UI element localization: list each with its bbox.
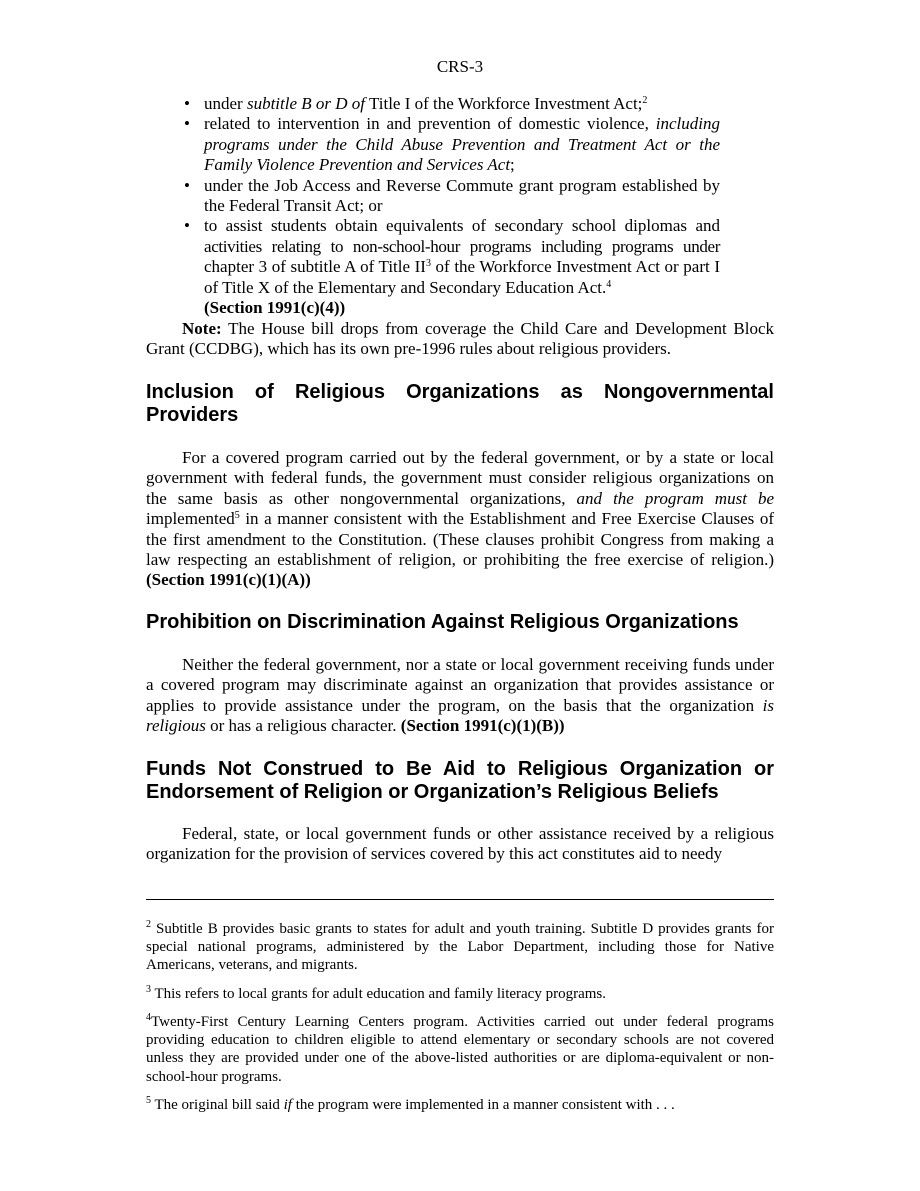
footnote-number: 4 — [146, 1012, 151, 1023]
list-item: • under the Job Access and Reverse Commute grant program established by the Federal Transit Act; or — [184, 175, 720, 216]
footnote-number: 3 — [146, 984, 151, 995]
footnote-ref[interactable]: 2 — [642, 95, 648, 106]
page-number: CRS-3 — [436, 57, 484, 76]
footnote-ref[interactable]: 3 — [425, 258, 431, 270]
section-paragraph: For a covered program carried out by the federal government, or by a state or local government with federal funds, the government must consider religious organizations on the same basis as other nongovernmental organizations, and the program must be implemented$^5$ in a manner consistent with the Establishment and Free Exercise Clauses of the first amendment to the Constitution. (These clauses prohibit Congress from making a law respecting an establishment of religion, or prohibiting the free exercise of religion.) (Section 1991(c)(1)(A)) — [146, 448, 775, 590]
section-citation: (Section 1991(c)(1)(B)) — [400, 716, 565, 736]
footnote-divider — [146, 899, 774, 900]
list-item: • related to intervention in and prevention of domestic violence, including programs under the Child Abuse Prevention and Treatment Act or the Family Violence Prevention and Services Act; — [184, 114, 720, 175]
covered-programs-list — [180, 94, 720, 318]
bullet-icon: • — [184, 94, 190, 113]
section-heading: Prohibition on Discrimination Against Religious Organizations — [146, 611, 739, 633]
section-heading: Inclusion of Religious Organizations as Nongovernmental Providers — [146, 381, 774, 426]
list-item: • under subtitle B or D of Title I of the Workforce Investment Act;$^2$ — [184, 94, 648, 113]
list-item: • to assist students obtain equivalents of secondary school diplomas and activities relating to non-school-hour programs including programs under chapter 3 of subtitle A of Title $II^3$ of the Workforce Investment Act or part I of Title X of the Elementary and Secondary Education Act.$^4$ (Section 1991(c)(4)) — [184, 216, 720, 318]
footnote: $^3$ This refers to local grants for adult education and family literacy programs. — [146, 984, 606, 1002]
footnote-ref[interactable]: 5 — [234, 510, 240, 522]
note-label: Note: — [182, 319, 222, 338]
bullet-icon: • — [184, 216, 190, 236]
section-citation: (Section 1991(c)(1)(A)) — [146, 570, 311, 590]
footnote: $^5$ The original bill said if the program were implemented in a manner consistent with . . . — [146, 1095, 675, 1113]
footnote-ref[interactable]: 4 — [606, 278, 612, 290]
section-paragraph: Neither the federal government, nor a state or local government receiving funds under a covered program may discriminate against an organization that provides assistance or applies to provide assistance under the program, on the basis that the organization is religious or has a religious character. (Section 1991(c)(1)(B)) — [146, 655, 774, 736]
footnote: $^2$ Subtitle B provides basic grants to states for adult and youth training. Subtitle D provides grants for special national programs, administered by the Labor Department, including those for Native Americans, veterans, and migrants. — [146, 919, 774, 974]
footnote: $^4$Twenty-First Century Learning Centers program. Activities carried out under federal programs providing education to children eligible to attend elementary or secondary schools are not covered unless they are provided under one of the above-listed authorities or are diploma-equivalent or non-school-hour programs. — [146, 1012, 774, 1085]
footnote-number: 5 — [146, 1095, 151, 1106]
note-paragraph: Note: The House bill drops from coverage the Child Care and Development Block Grant (CCDBG), which has its own pre-1996 rules about religious providers. — [146, 319, 774, 359]
section-citation: (Section 1991(c)(4)) — [204, 298, 346, 318]
bullet-icon: • — [184, 114, 190, 134]
section-heading: Funds Not Construed to Be Aid to Religious Organization or Endorsement of Religion or Organization’s Religious Beliefs — [146, 758, 774, 803]
section-paragraph: Federal, state, or local government funds or other assistance received by a religious organization for the provision of services covered by this act constitutes aid to needy — [146, 824, 774, 864]
bullet-icon: • — [184, 175, 190, 195]
footnote-number: 2 — [146, 919, 151, 930]
